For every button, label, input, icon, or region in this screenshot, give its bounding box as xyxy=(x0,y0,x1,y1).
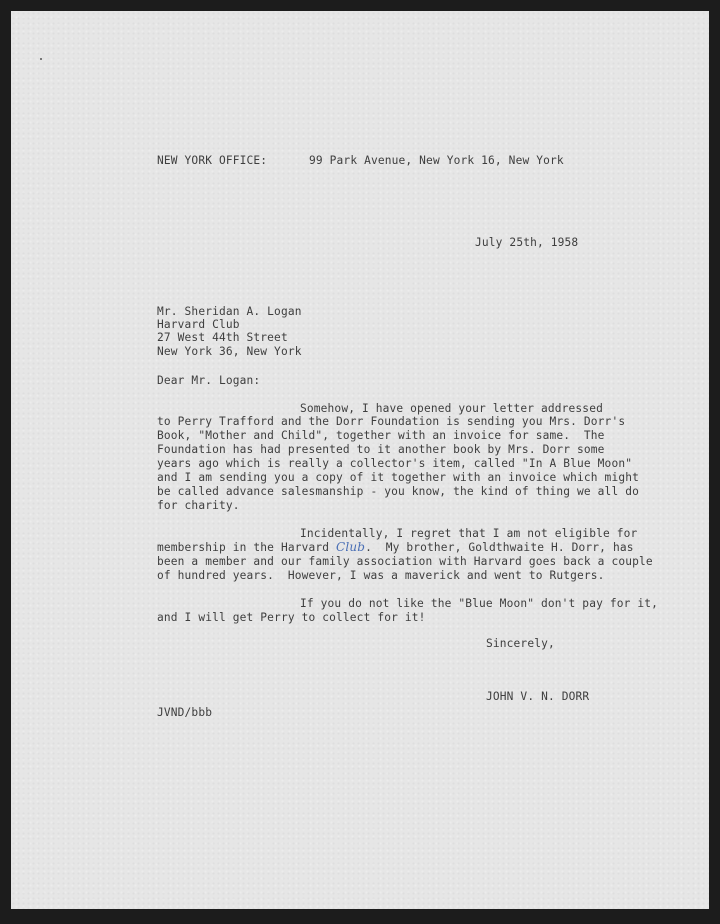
paragraph-2-line-4: of hundred years. However, I was a maverick and went to Rutgers. xyxy=(157,569,605,582)
letter-date: July 25th, 1958 xyxy=(475,236,579,249)
office-label: NEW YORK OFFICE: xyxy=(157,154,268,167)
paragraph-1-line-3: Book, "Mother and Child", together with an invoice for same. The xyxy=(157,429,605,442)
paragraph-1-line-4: Foundation has had presented to it another book by Mrs. Dorr some xyxy=(157,443,605,456)
paragraph-1-line-8: for charity. xyxy=(157,499,240,512)
paper-speck xyxy=(40,58,42,60)
handwritten-correction: Club xyxy=(336,540,366,554)
paragraph-2-line-2 xyxy=(157,541,634,554)
office-address: 99 Park Avenue, New York 16, New York xyxy=(309,154,564,167)
paragraph-2-line-3: been a member and our family association with Harvard goes back a couple xyxy=(157,555,653,568)
paragraph-1-line-2: to Perry Trafford and the Dorr Foundation is sending you Mrs. Dorr's xyxy=(157,415,626,428)
paragraph-2-line-2-start: membership in the Harvard xyxy=(157,541,337,554)
closing: Sincerely, xyxy=(486,637,555,650)
paragraph-1-line-1: Somehow, I have opened your letter addressed xyxy=(300,402,603,415)
recipient-street: 27 West 44th Street xyxy=(157,331,288,344)
paragraph-2-line-1: Incidentally, I regret that I am not eligible for xyxy=(300,527,638,540)
paragraph-1-line-5: years ago which is really a collector's item, called "In A Blue Moon" xyxy=(157,457,633,470)
recipient-name: Mr. Sheridan A. Logan xyxy=(157,305,302,318)
paragraph-1-line-7: be called advance salesmanship - you know, the kind of thing we all do xyxy=(157,485,639,498)
paragraph-3-line-1: If you do not like the "Blue Moon" don't pay for it, xyxy=(300,597,659,610)
recipient-city: New York 36, New York xyxy=(157,345,302,358)
paragraph-1-line-6: and I am sending you a copy of it together with an invoice which might xyxy=(157,471,639,484)
paragraph-2-line-2-end: . My brother, Goldthwaite H. Dorr, has xyxy=(365,541,634,554)
signature-name: JOHN V. N. DORR xyxy=(486,690,590,703)
reference-initials: JVND/bbb xyxy=(157,706,213,719)
recipient-organization: Harvard Club xyxy=(157,318,240,331)
salutation: Dear Mr. Logan: xyxy=(157,374,261,387)
paragraph-3-line-2: and I will get Perry to collect for it! xyxy=(157,611,426,624)
